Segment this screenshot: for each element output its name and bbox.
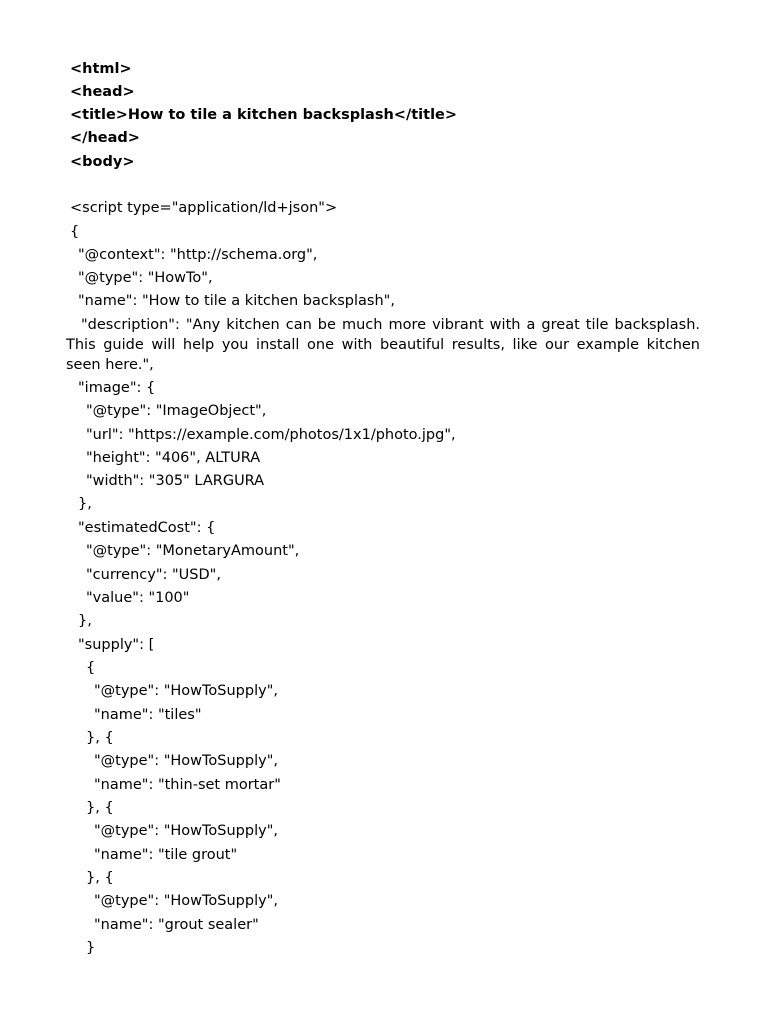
head-open-tag: <head>	[70, 84, 135, 100]
supply-item-separator: }, {	[86, 870, 114, 886]
head-close-tag: </head>	[70, 130, 140, 146]
json-description-text: "description": "Any kitchen can be much more vibrant with a great tile backsplash. This guide will help you install one with beautiful results, like our example kitchen seen here.",	[66, 317, 700, 373]
json-cost-value: "value": "100"	[86, 590, 190, 606]
supply-item-type: "@type": "HowToSupply",	[94, 753, 278, 769]
supply-item-type: "@type": "HowToSupply",	[94, 683, 278, 699]
supply-item-type: "@type": "HowToSupply",	[94, 823, 278, 839]
supply-item-name: "name": "tiles"	[94, 707, 202, 723]
json-supply-item-open: {	[86, 660, 96, 676]
supply-item-name: "name": "thin-set mortar"	[94, 777, 281, 793]
html-open-tag: <html>	[70, 61, 132, 77]
script-open-tag: <script type="application/ld+json">	[70, 200, 338, 216]
json-context-line: "@context": "http://schema.org",	[78, 247, 318, 263]
json-image-close: },	[78, 496, 92, 512]
json-image-height: "height": "406", ALTURA	[86, 450, 261, 466]
supply-item-type: "@type": "HowToSupply",	[94, 893, 278, 909]
json-cost-close: },	[78, 613, 92, 629]
supply-item-name: "name": "tile grout"	[94, 847, 238, 863]
body-open-tag: <body>	[70, 154, 135, 170]
json-cost-open: "estimatedCost": {	[78, 520, 216, 536]
json-cost-currency: "currency": "USD",	[86, 567, 221, 583]
json-image-width: "width": "305" LARGURA	[86, 473, 265, 489]
json-image-open: "image": {	[78, 380, 156, 396]
json-image-url: "url": "https://example.com/photos/1x1/photo.jpg",	[86, 427, 456, 443]
json-image-type: "@type": "ImageObject",	[86, 403, 267, 419]
json-type-line: "@type": "HowTo",	[78, 270, 213, 286]
json-brace-open: {	[70, 224, 80, 240]
supply-item-name: "name": "grout sealer"	[94, 917, 259, 933]
title-tag: <title>How to tile a kitchen backsplash</title>	[70, 107, 458, 123]
supply-item-close: }	[86, 940, 96, 956]
json-supply-open: "supply": [	[78, 637, 155, 653]
supply-item-separator: }, {	[86, 730, 114, 746]
supply-item-separator: }, {	[86, 800, 114, 816]
json-cost-type: "@type": "MonetaryAmount",	[86, 543, 300, 559]
json-description-paragraph	[66, 315, 700, 375]
json-name-line: "name": "How to tile a kitchen backsplash",	[78, 293, 395, 309]
